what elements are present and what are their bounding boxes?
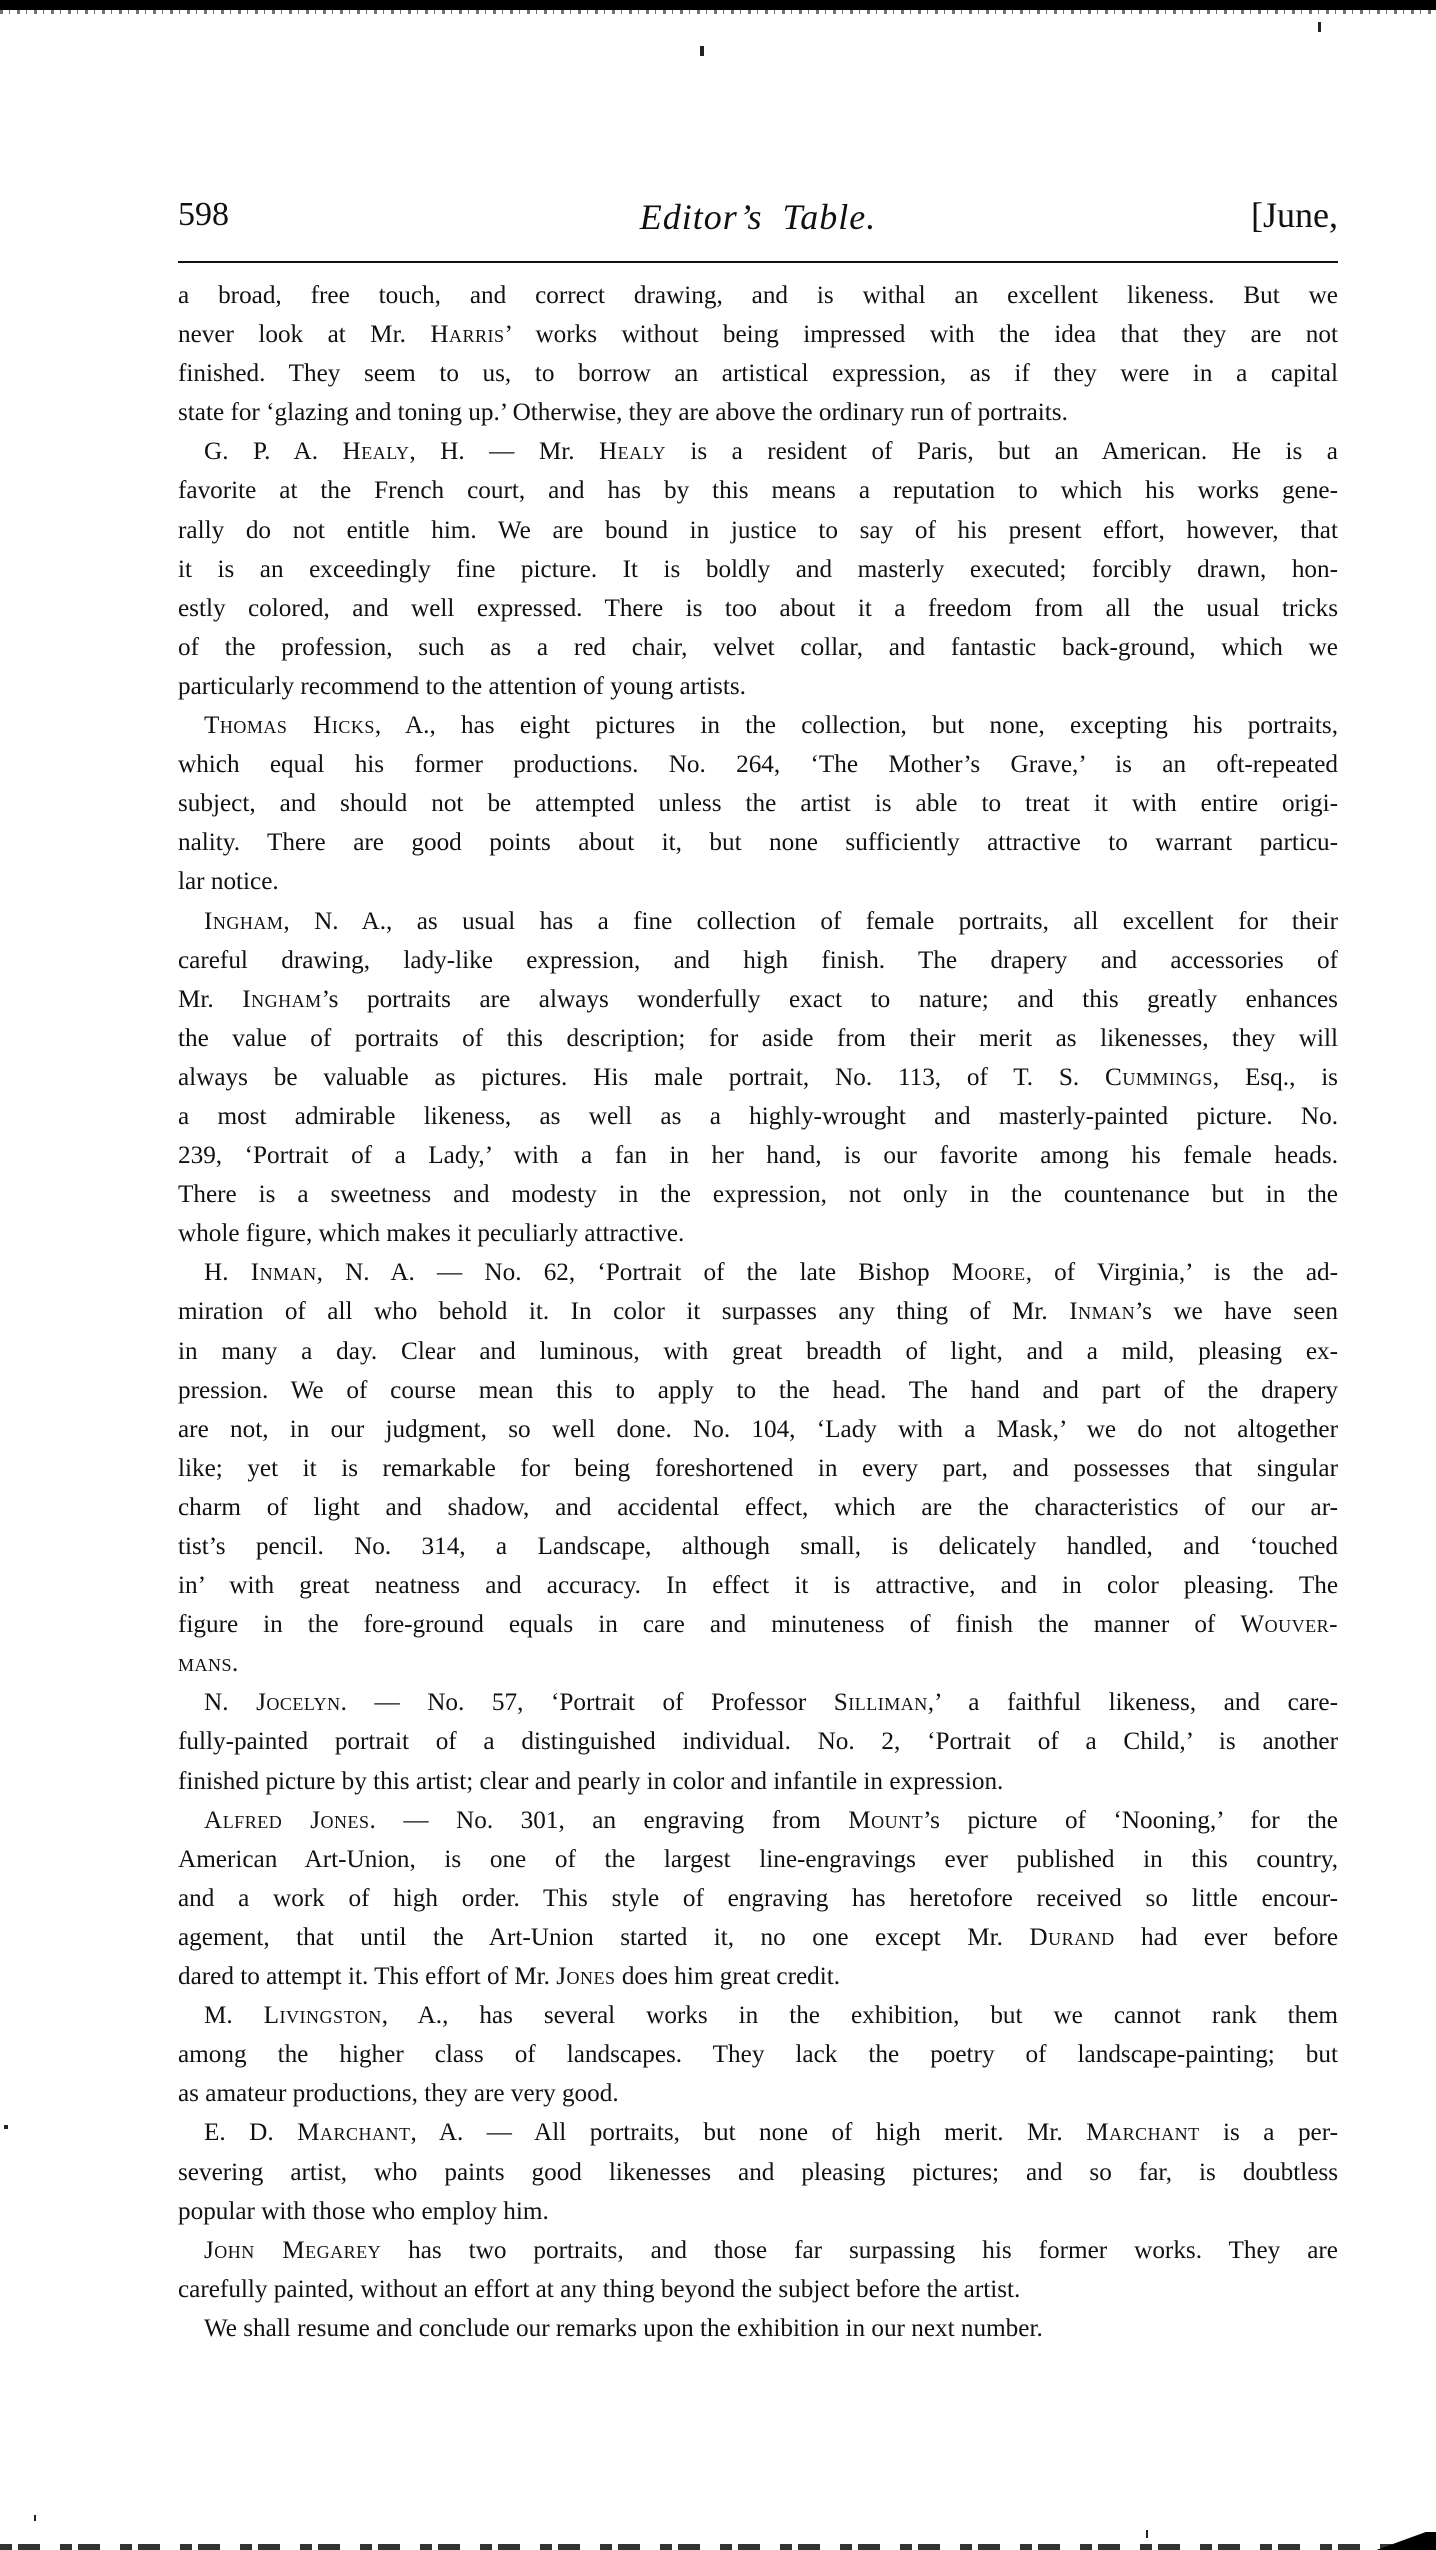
text-line — [178, 628, 1338, 667]
article-body — [178, 276, 1338, 2348]
text-line — [178, 589, 1338, 628]
text-line — [178, 2270, 1338, 2309]
text-run: which equal his former productions. No. 264, ‘The Mother’s Grave,’ is an oft-repeated — [178, 751, 1338, 779]
text-run: , N. A. — No. 62, ‘Portrait of the late Bishop — [316, 1259, 952, 1287]
text-run: state for ‘glazing and toning up.’ Otherwise, they are above the ordinary run of portraits. — [178, 399, 1068, 427]
text-line — [178, 823, 1338, 862]
text-run: , A., has several works in the exhibition, but we cannot rank them — [381, 2002, 1338, 2030]
magazine-page — [178, 190, 1338, 2342]
text-line — [178, 1879, 1338, 1918]
text-run: nality. There are good points about it, but none sufficiently attractive to warrant particu- — [178, 829, 1338, 857]
text-run: had ever before — [1114, 1923, 1338, 1951]
text-run: 239, ‘Portrait of a Lady,’ with a fan in her hand, is our favorite among his female heads. — [178, 1142, 1338, 1170]
text-run: and a work of high order. This style of engraving has heretofore received so little encour- — [178, 1884, 1338, 1912]
section-title: Editor’s Table. — [639, 197, 877, 237]
paragraph-ingham — [178, 902, 1338, 1254]
text-run: are not, in our judgment, so well done. No. 104, ‘Lady with a Mask,’ we do not altogether — [178, 1415, 1338, 1443]
text-run: ’s picture of ‘Nooning,’ for the — [923, 1806, 1338, 1834]
text-run: among the higher class of landscapes. They lack the poetry of landscape-painting; but — [178, 2041, 1338, 2069]
proper-name: Thomas Hicks — [204, 712, 375, 740]
text-run: finished. They seem to us, to borrow an artistical expression, as if they were in a capital — [178, 360, 1338, 388]
text-line — [178, 471, 1338, 510]
text-run: H. — [204, 1259, 251, 1287]
proper-name: Inman — [250, 1259, 317, 1287]
text-line — [178, 315, 1338, 354]
proper-name: Alfred Jones — [204, 1806, 370, 1834]
text-line — [178, 862, 1338, 901]
text-run: it is an exceedingly fine picture. It is boldly and masterly executed; forcibly drawn, hon- — [178, 555, 1338, 583]
text-run: never look at Mr. — [178, 321, 431, 349]
scan-edge-top-fringe — [0, 10, 1436, 14]
text-line — [178, 1762, 1338, 1801]
text-line — [178, 1449, 1338, 1488]
text-run: dared to attempt it. This effort of Mr. — [178, 1963, 557, 1991]
text-run: subject, and should not be attempted unless the artist is able to treat it with entire origi- — [178, 790, 1338, 818]
paragraph-megarey — [178, 2231, 1338, 2309]
text-run: ,’ a faithful likeness, and care- — [927, 1689, 1338, 1717]
proper-name: Silliman — [833, 1689, 928, 1717]
text-line — [178, 432, 1338, 471]
proper-name: John Megarey — [204, 2236, 382, 2264]
text-run: severing artist, who paints good likenesses and pleasing pictures; and so far, is doubtless — [178, 2158, 1338, 2186]
scan-edge-top — [0, 0, 1436, 10]
text-line — [178, 1410, 1338, 1449]
text-run: , A. — All portraits, but none of high merit. Mr. — [410, 2119, 1087, 2147]
text-line — [178, 1722, 1338, 1761]
text-run: does him great credit. — [615, 1963, 841, 1991]
text-line — [178, 706, 1338, 745]
text-run: Mr. — [178, 985, 243, 1013]
text-line — [178, 1918, 1338, 1957]
scan-speck — [4, 2125, 8, 2129]
text-run: There is a sweetness and modesty in the expression, not only in the countenance but in the — [178, 1181, 1338, 1209]
text-run: in many a day. Clear and luminous, with great breadth of light, and a mild, pleasing ex- — [178, 1337, 1338, 1365]
page-number: 598 — [178, 196, 229, 233]
text-line — [178, 276, 1338, 315]
proper-name: Jones — [556, 1963, 616, 1991]
text-run: miration of all who behold it. In color it surpasses any thing of Mr. — [178, 1298, 1070, 1326]
text-line — [178, 1840, 1338, 1879]
text-run: estly colored, and well expressed. There is too about it a freedom from all the usual tricks — [178, 594, 1338, 622]
text-run: careful drawing, lady-like expression, and high finish. The drapery and accessories of — [178, 946, 1338, 974]
text-line — [178, 2074, 1338, 2113]
proper-name: Ingham — [242, 985, 322, 1013]
text-run: We shall resume and conclude our remarks upon the exhibition in our next number. — [204, 2314, 1043, 2342]
proper-name: Marchant — [1086, 2119, 1200, 2147]
proper-name: Harris — [430, 321, 505, 349]
text-line — [178, 1097, 1338, 1136]
text-line — [178, 1996, 1338, 2035]
text-run: the value of portraits of this description; for aside from their merit as likenesses, they will — [178, 1024, 1338, 1052]
text-line — [178, 1605, 1338, 1644]
text-run: lar notice. — [178, 868, 279, 896]
text-run: is a resident of Paris, but an American. He is a — [665, 438, 1338, 466]
text-line — [178, 667, 1338, 706]
paragraph-marchant — [178, 2113, 1338, 2230]
scan-speck — [700, 46, 704, 56]
scan-edge-bottom-corner — [1376, 2532, 1436, 2550]
text-run: whole figure, which makes it peculiarly attractive. — [178, 1220, 685, 1248]
text-run: figure in the fore-ground equals in care and minuteness of finish the manner of — [178, 1611, 1241, 1639]
text-run: American Art-Union, is one of the largest line-engravings ever published in this country, — [178, 1845, 1338, 1873]
text-line — [178, 550, 1338, 589]
text-run: of the profession, such as a red chair, velvet collar, and fantastic back-ground, which we — [178, 633, 1338, 661]
text-line — [178, 1292, 1338, 1331]
paragraph-harris-continued — [178, 276, 1338, 432]
text-line — [178, 1019, 1338, 1058]
text-line — [178, 393, 1338, 432]
text-line — [178, 2192, 1338, 2231]
text-run: . — No. 301, an engraving from — [369, 1806, 849, 1834]
text-line — [178, 980, 1338, 1019]
text-run: M. — [204, 2002, 264, 2030]
text-line — [178, 354, 1338, 393]
text-line — [178, 745, 1338, 784]
text-run: is a per- — [1199, 2119, 1338, 2147]
text-run: agement, that until the Art-Union started it, no one except Mr. — [178, 1923, 1030, 1951]
paragraph-jocelyn — [178, 1683, 1338, 1800]
text-line — [178, 2153, 1338, 2192]
proper-name: Wouver- — [1240, 1611, 1338, 1639]
proper-name: Healy — [598, 438, 666, 466]
text-run: ’s we have seen — [1135, 1298, 1338, 1326]
text-run: E. D. — [204, 2119, 298, 2147]
proper-name: Cummings — [1105, 1063, 1213, 1091]
text-line — [178, 1488, 1338, 1527]
text-run: popular with those who employ him. — [178, 2197, 549, 2225]
text-run: , H. — Mr. — [409, 438, 599, 466]
text-line — [178, 1957, 1338, 1996]
text-line — [178, 1371, 1338, 1410]
text-line — [178, 2113, 1338, 2152]
text-run: tist’s pencil. No. 314, a Landscape, although small, is delicately handled, and ‘touched — [178, 1533, 1338, 1560]
text-line — [178, 1214, 1338, 1253]
text-run: . — No. 57, ‘Portrait of Professor — [340, 1689, 834, 1717]
proper-name: Ingham — [204, 907, 284, 935]
text-line — [178, 1253, 1338, 1292]
scan-edge-bottom — [0, 2544, 1436, 2550]
text-line — [178, 1058, 1338, 1097]
text-line — [178, 1801, 1338, 1840]
text-line — [178, 1175, 1338, 1214]
paragraph-closing — [178, 2309, 1338, 2348]
text-run: pression. We of course mean this to apply to the head. The hand and part of the drapery — [178, 1376, 1338, 1404]
text-line — [178, 784, 1338, 823]
text-run: like; yet it is remarkable for being foreshortened in every part, and possesses that singular — [178, 1454, 1338, 1482]
text-line — [178, 1683, 1338, 1722]
text-run: rally do not entitle him. We are bound in justice to say of his present effort, however, that — [178, 516, 1338, 544]
text-line — [178, 1527, 1338, 1566]
proper-name: Mount — [848, 1806, 924, 1834]
scan-speck — [34, 2515, 36, 2521]
scan-speck — [1318, 22, 1321, 32]
text-run: , N. A., as usual has a fine collection of female portraits, all excellent for their — [283, 907, 1338, 935]
text-run: carefully painted, without an effort at any thing beyond the subject before the artist. — [178, 2275, 1021, 2303]
text-run: , of Virginia,’ is the ad- — [1025, 1259, 1338, 1287]
text-run: a broad, free touch, and correct drawing, and is withal an excellent likeness. But we — [178, 282, 1338, 309]
paragraph-inman — [178, 1253, 1338, 1683]
text-run: , A., has eight pictures in the collection, but none, excepting his portraits, — [374, 712, 1338, 740]
header-rule — [178, 261, 1338, 263]
running-head — [178, 190, 1338, 250]
paragraph-livingston — [178, 1996, 1338, 2113]
text-line — [178, 941, 1338, 980]
text-line — [178, 1332, 1338, 1371]
text-run: a most admirable likeness, as well as a highly-wrought and masterly-painted picture. No. — [178, 1102, 1338, 1130]
scan-speck — [1146, 2530, 1148, 2538]
text-line — [178, 1644, 1338, 1683]
proper-name: Moore — [951, 1259, 1026, 1287]
text-run: N. — [204, 1689, 257, 1717]
text-run: G. P. A. — [204, 438, 343, 466]
proper-name: Durand — [1029, 1923, 1115, 1951]
text-run: as amateur productions, they are very good. — [178, 2080, 619, 2108]
text-line — [178, 2231, 1338, 2270]
text-line — [178, 1136, 1338, 1175]
text-run: in’ with great neatness and accuracy. In effect it is attractive, and in color pleasing. The — [178, 1572, 1338, 1600]
text-line — [178, 1566, 1338, 1605]
text-line — [178, 511, 1338, 550]
paragraph-hicks — [178, 706, 1338, 901]
text-line — [178, 2035, 1338, 2074]
text-run: finished picture by this artist; clear and pearly in color and infantile in expression. — [178, 1767, 1004, 1795]
text-run: ’s portraits are always wonderfully exact to nature; and this greatly enhances — [321, 985, 1338, 1013]
issue-month: [June, — [1251, 195, 1338, 235]
text-run: , Esq., is — [1212, 1063, 1338, 1091]
text-line — [178, 2309, 1338, 2348]
text-run: particularly recommend to the attention of young artists. — [178, 672, 746, 700]
proper-name: Inman — [1069, 1298, 1136, 1326]
text-run: fully-painted portrait of a distinguished individual. No. 2, ‘Portrait of a Child,’ is another — [178, 1728, 1338, 1756]
proper-name: Livingston — [263, 2002, 382, 2030]
proper-name: Marchant — [297, 2119, 411, 2147]
text-run: charm of light and shadow, and accidental effect, which are the characteristics of our ar- — [178, 1493, 1338, 1521]
text-run: always be valuable as pictures. His male portrait, No. 113, of T. S. — [178, 1063, 1106, 1091]
proper-name: mans. — [178, 1650, 239, 1678]
text-line — [178, 902, 1338, 941]
proper-name: Healy — [342, 438, 410, 466]
proper-name: Jocelyn — [256, 1689, 341, 1717]
text-run: favorite at the French court, and has by this means a reputation to which his works gene- — [178, 477, 1338, 505]
text-run: has two portraits, and those far surpassing his former works. They are — [381, 2236, 1338, 2264]
text-run: ’ works without being impressed with the idea that they are not — [504, 321, 1338, 349]
paragraph-jones — [178, 1801, 1338, 1996]
paragraph-healy — [178, 432, 1338, 706]
